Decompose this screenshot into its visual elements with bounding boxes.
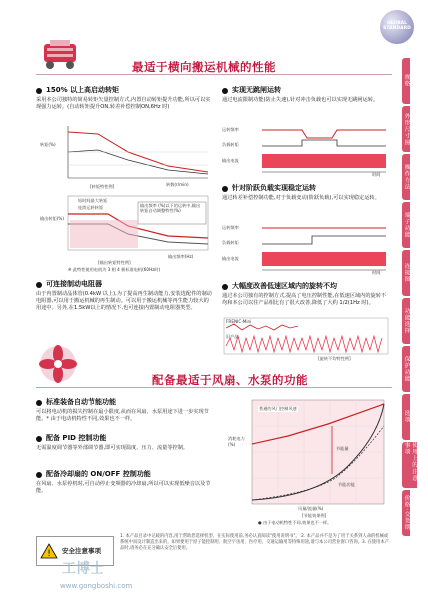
energy-x-label: 风量/流量(%) [298, 506, 324, 511]
w1-label-current: 输出电流 [222, 158, 239, 163]
legend-continuous-torque: 连续运转转矩 [78, 205, 104, 210]
output-torque-x: 输出频率(Hz) [168, 254, 194, 259]
safety-notes: 1. 本产品目录中记载的内容,用于帮助您选择机型。在实际使用前,务必认真阅读"使用说明书"。 2. 本产品并不是为了用于关系到人命的机械或系统中而设计制造出来的。如果要用于原子能控制用、航空宇宙用、医疗用、交通运输用等特殊用途,请与本公司营业窗口咨询。3. 在使用本产品时,请务必在充分确认安全后使用。 [120, 534, 389, 551]
text-step-load: 通过转差补偿控制功能,对于负载变动(阶跃负载),可以实现稳定运转。 [222, 195, 380, 201]
heading-no-trip: 实现无跳闸运转 [222, 86, 281, 95]
legend-short-torque: 短时间最大转矩 [78, 198, 108, 203]
side-tabs [402, 58, 428, 538]
step-load-waveform [222, 216, 390, 276]
energy-label-damper: 普通的风门控制风速 [259, 406, 297, 411]
text-fan-control: 在风扇、水泵停机时,可自动停止变频器的冷却扇,所以可以实现低噪音以及节能。 [36, 481, 211, 495]
energy-note: [节能效果例] [302, 513, 327, 518]
w2-label-current: 输出电流 [222, 256, 239, 261]
side-tab-2[interactable]: 操作方法 [402, 154, 410, 200]
url-watermark: www.gongboshi.com [60, 582, 133, 590]
text-torque: 采用本公司独特的简易转矩矢量控制方式,内置自动转矩提升功能,所以可以实现强力运转。(自动转矩提升ON,转差补偿控制ON,6Hz 时) [36, 97, 211, 111]
output-torque-y: 输出转矩(%) [40, 216, 64, 221]
torque-x-label: 转数(r/min) [166, 182, 189, 187]
text-pid: 无需温度调节器等外部调节器,即可实现温度、压力、流量等控制。 [36, 445, 189, 451]
text-low-speed: 通过本公司独有的控制方式,提高了电压控制性能,在低速区域内的旋转不均和本公司以往产品相比有了很大改善,降低了大约 1/2(1Hz 时)。 [222, 293, 387, 307]
heading-low-speed: 大幅度改善低速区域内的旋转不均 [222, 282, 337, 291]
w1-label-freq: 运转频率 [222, 127, 239, 132]
svg-text:!: ! [47, 549, 51, 559]
side-tab-0[interactable]: 规格 [402, 58, 410, 104]
output-torque-chart [38, 194, 214, 276]
w1-label-torque: 负载转矩 [222, 142, 239, 147]
rotation-chart [222, 316, 390, 362]
badge-text: GLOBAL STANDARD [383, 21, 411, 31]
energy-label-saving: 节能量 [336, 446, 349, 451]
w3-label-mini: FRENIC-Mini [226, 319, 252, 324]
section2-title: 配备最适于风扇、水泵的功能 [152, 373, 308, 387]
safety-title: 安全注意事项 [62, 546, 101, 555]
text-energy-save: 可以将电动机的损失控制在最小限度,从而在风扇、水泵用途下进一步实现节能。* 由于电动机特性不同,效果也不一样。 [36, 409, 209, 423]
warning-icon [40, 543, 58, 559]
no-trip-waveform [222, 118, 390, 178]
w3-note: [旋转不均特性例] [318, 356, 351, 361]
output-torque-note: [输出转矩特性例] [98, 260, 131, 265]
torque-chart-note: [转矩特性例] [90, 184, 115, 189]
text-brake: 由于内置制动晶体管(0.4kW 以上),为了提高再生制动能力,安装选配件的制动电阻器,可以用于搬运机械的再生制动。可以用于搬运机械等再生能力较大的用途中。另外,在1.5kW以上的情况下,也可连接内置制动电阻器类型。 [36, 291, 212, 312]
side-tab-5[interactable]: 功能选择 [402, 298, 410, 344]
torque-chart [38, 122, 214, 192]
energy-label-function: 节能功能 [338, 482, 355, 487]
side-tab-7[interactable]: 选项 [402, 394, 410, 440]
side-tab-9[interactable]: 价格·交货期 [402, 490, 410, 536]
w2-label-torque: 负载转矩 [222, 240, 239, 245]
w1-x-label: 时间 [372, 172, 381, 177]
heading-step-load: 针对阶跃负载实现稳定运转 [222, 184, 316, 193]
output-torque-box: 输出频率 (%)以下的运转中,输出转矩自动调整特性(%) [140, 203, 201, 214]
section1-title: 最适于横向搬运机械的性能 [132, 60, 276, 74]
heading-brake: 可连接制动电阻器 [36, 280, 102, 289]
w3-label-old: 旧产品 [226, 334, 239, 339]
side-tab-1[interactable]: 外形尺寸图 [402, 106, 410, 152]
energy-y-label: 消耗电力(%) [228, 436, 245, 447]
global-standard-badge [380, 10, 414, 44]
heading-fan-control: 配备冷却扇的 ON/OFF 控制功能 [36, 470, 151, 479]
energy-chart [228, 396, 390, 526]
energy-foot: ● 由于电动机特性不同,效果也不一样。 [258, 520, 332, 525]
w2-label-freq: 运转频率 [222, 225, 239, 230]
heading-pid: 配备 PID 控制功能 [36, 434, 106, 443]
heading-energy-save: 标准装备自动节能功能 [36, 398, 116, 407]
heading-torque: 150% 以上高启动转矩 [36, 86, 119, 95]
w2-x-label: 时间 [372, 270, 381, 275]
side-tab-4[interactable]: 连接图 [402, 250, 410, 296]
side-tab-3[interactable]: 端子功能 [402, 202, 410, 248]
logo-watermark: 工博士 [62, 561, 104, 577]
output-torque-foot: ※ 此特性使用电机为 3 相 4 极标准电机(60Hz时) [68, 267, 161, 272]
side-tab-8[interactable]: 使用上的注意事项 [402, 442, 417, 488]
side-tab-6[interactable]: 保护功能 [402, 346, 410, 392]
torque-y-label: 转矩(%) [40, 142, 56, 147]
text-no-trip: 通过电流限制功能(防止失速),针对冲击负载也可以实现无跳闸运转。 [222, 97, 379, 103]
